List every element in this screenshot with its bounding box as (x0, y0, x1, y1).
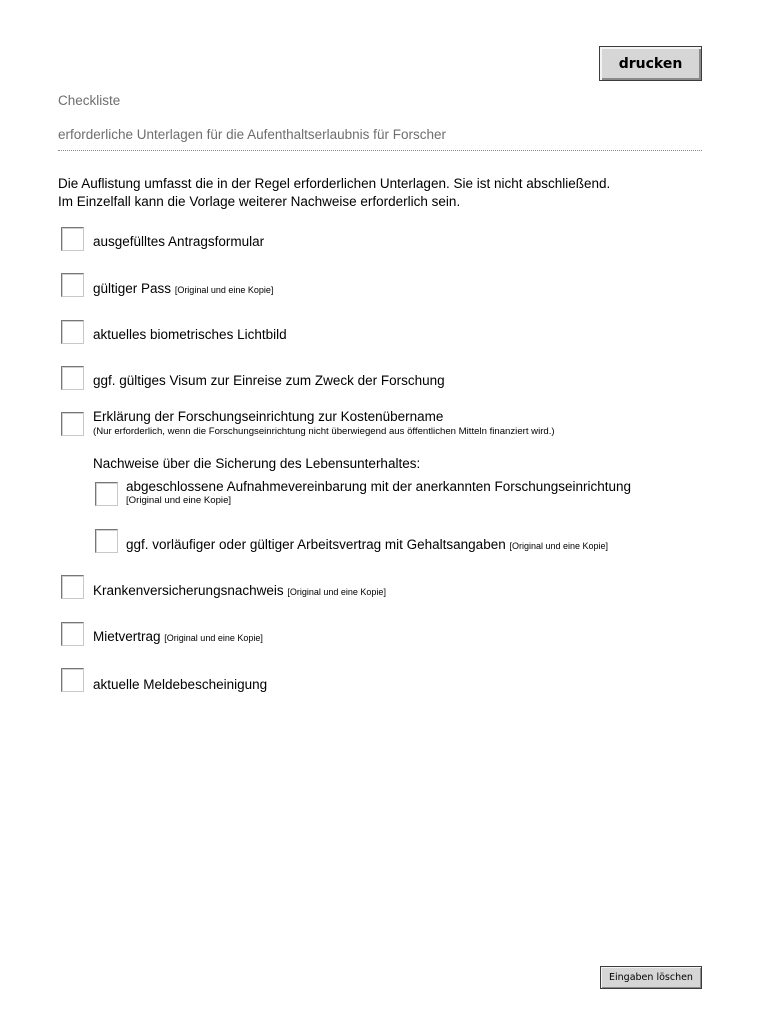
item-label-antragsformular: ausgefülltes Antragsformular (93, 234, 265, 249)
item-krankenversicherung (93, 582, 386, 601)
checkbox-mietvertrag[interactable] (61, 622, 84, 646)
divider (58, 150, 702, 151)
checkbox-visum[interactable] (61, 366, 84, 390)
item-label-aufnahmevereinbarung: abgeschlossene Aufnahmevereinbarung mit der anerkannten Forschungseinrichtung (126, 479, 632, 494)
item-label-arbeitsvertrag: ggf. vorläufiger oder gültiger Arbeitsvertrag mit Gehaltsangaben (126, 537, 506, 552)
item-label-lichtbild: aktuelles biometrisches Lichtbild (93, 327, 287, 342)
livelihood-heading: Nachweise über die Sicherung des Lebensunterhaltes: (93, 456, 421, 471)
item-note-mietvertrag: [Original und eine Kopie] (164, 633, 263, 643)
intro-line-2: Im Einzelfall kann die Vorlage weiterer Nachweise erforderlich sein. (58, 194, 461, 209)
intro-text (58, 175, 610, 211)
checkbox-meldebescheinigung[interactable] (61, 668, 84, 692)
item-pass (93, 280, 273, 299)
print-button[interactable]: drucken (599, 46, 702, 81)
intro-line-1: Die Auflistung umfasst die in der Regel erforderlichen Unterlagen. Sie ist nicht abschließend. (58, 176, 611, 191)
item-label-pass: gültiger Pass (93, 281, 172, 296)
item-note-kostenuebername: (Nur erforderlich, wenn die Forschungseinrichtung nicht überwiegend aus öffentlichen Mitteln finanziert wird.) (93, 426, 555, 437)
checkbox-kostenuebername[interactable] (61, 412, 84, 436)
item-mietvertrag (93, 628, 263, 647)
checkbox-lichtbild[interactable] (61, 320, 84, 344)
checkbox-arbeitsvertrag[interactable] (95, 529, 118, 553)
item-note-pass: [Original und eine Kopie] (174, 285, 274, 295)
reset-button[interactable]: Eingaben löschen (600, 966, 702, 989)
checkbox-antragsformular[interactable] (61, 227, 84, 251)
checkbox-pass[interactable] (61, 273, 84, 297)
page-subtitle: erforderliche Unterlagen für die Aufenthaltserlaubnis für Forscher (58, 127, 446, 142)
item-label-krankenversicherung: Krankenversicherungsnachweis (93, 583, 284, 598)
item-note-krankenversicherung: [Original und eine Kopie] (287, 587, 386, 597)
item-arbeitsvertrag (126, 536, 608, 555)
checkbox-krankenversicherung[interactable] (61, 575, 84, 599)
item-note-arbeitsvertrag: [Original und eine Kopie] (509, 541, 609, 551)
item-label-meldebescheinigung: aktuelle Meldebescheinigung (93, 677, 268, 692)
item-label-mietvertrag: Mietvertrag (93, 629, 161, 644)
page-title: Checkliste (58, 93, 121, 108)
item-label-kostenuebername: Erklärung der Forschungseinrichtung zur Kostenübername (93, 409, 444, 424)
item-note-aufnahmevereinbarung: [Original und eine Kopie] (126, 495, 232, 506)
checkbox-aufnahmevereinbarung[interactable] (95, 482, 118, 506)
item-label-visum: ggf. gültiges Visum zur Einreise zum Zweck der Forschung (93, 373, 445, 388)
